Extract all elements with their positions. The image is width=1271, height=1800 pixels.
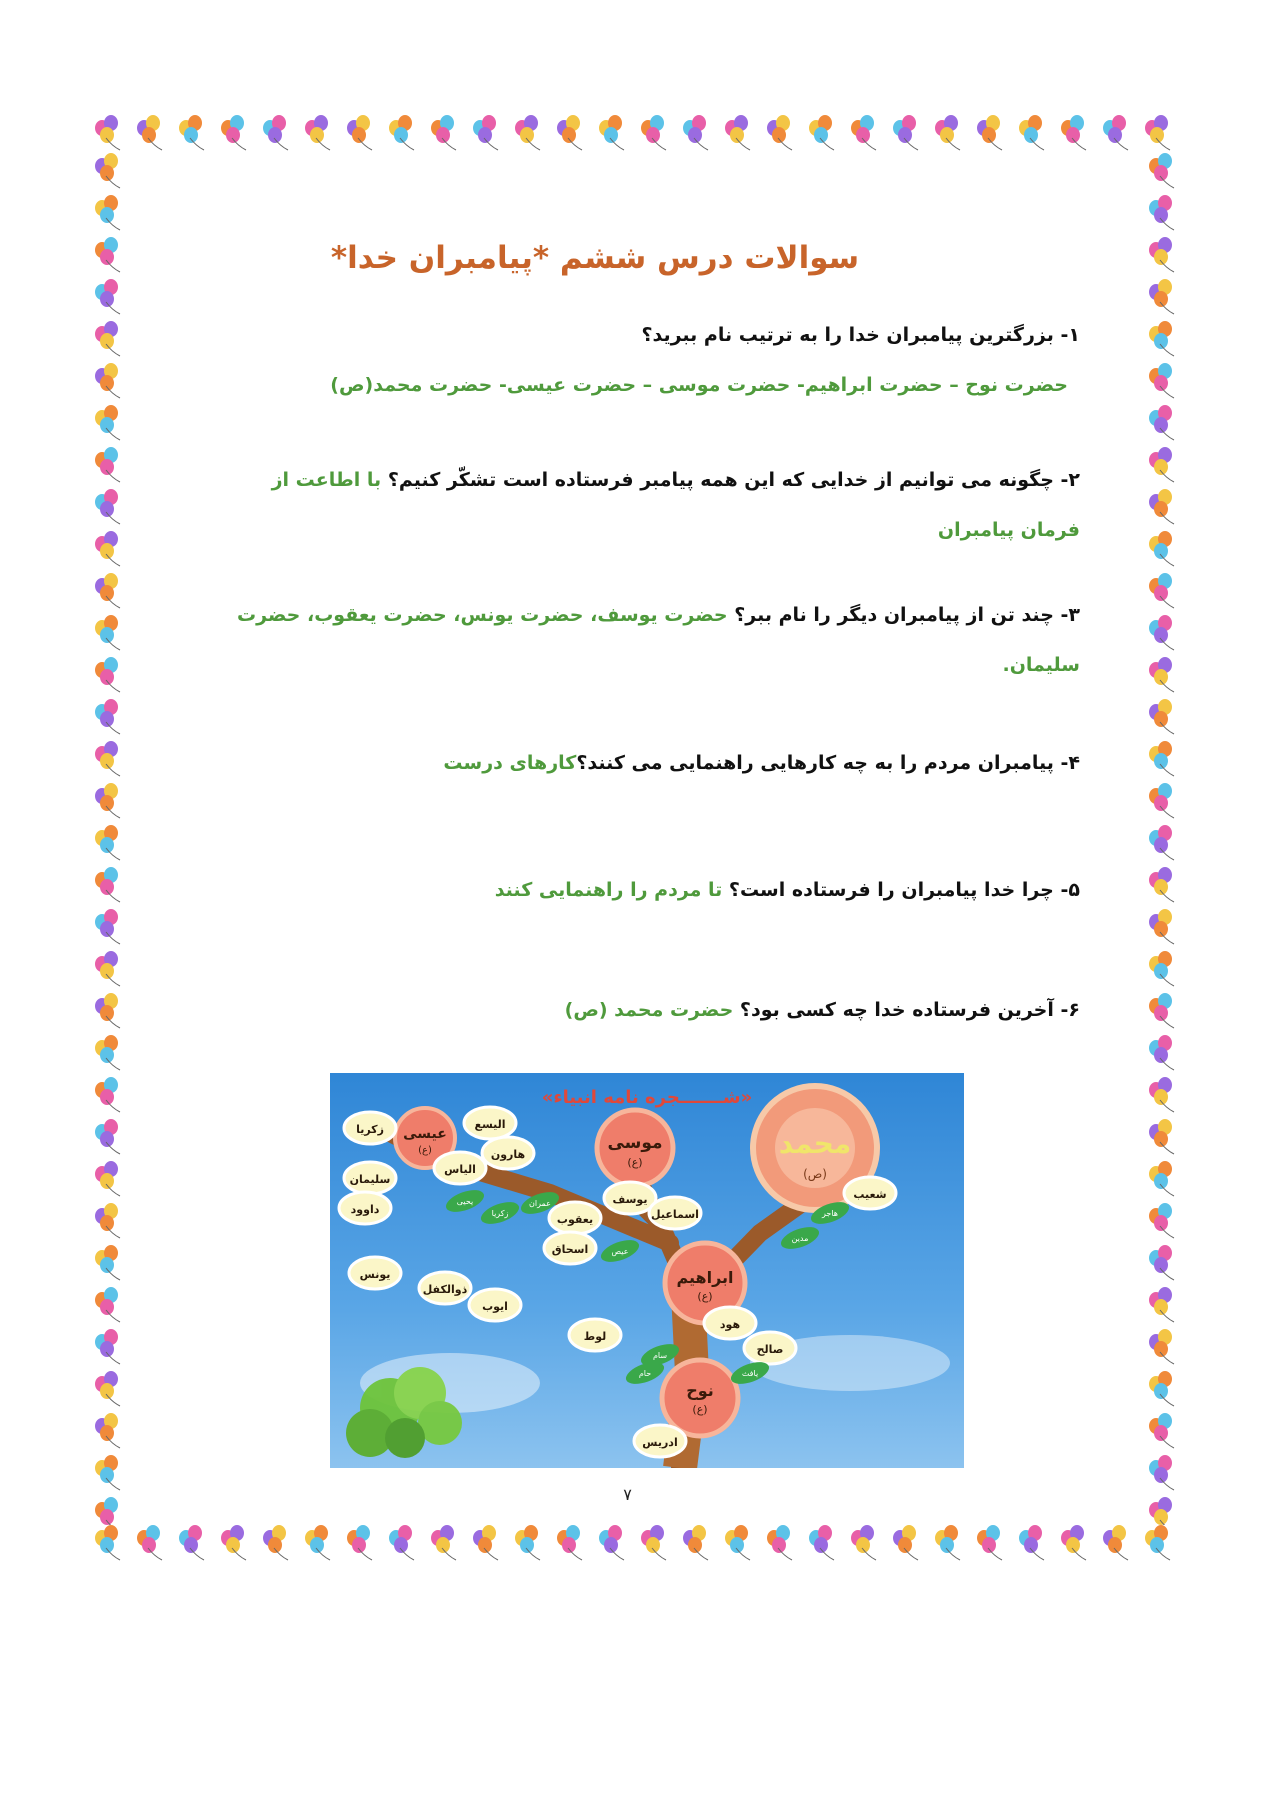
question-3-text: ۳- چند تن از پیامبران دیگر را نام ببر؟ [734,604,1080,626]
worksheet-page [150,160,1120,1515]
small-flower [434,1152,486,1184]
small-flower [469,1289,521,1321]
balloon-icon [1149,405,1174,440]
leaf-label: هاجر [821,1209,839,1218]
balloon-icon [95,1203,120,1238]
small-flower-label: هارون [490,1148,526,1161]
balloon-icon [935,115,960,150]
flower-musa-sub: (ع) [627,1156,643,1169]
flower-nuh-label: نوح [686,1381,714,1400]
leaf-label: عمران [529,1199,551,1208]
question-4-answer: کارهای درست [443,752,577,774]
worksheet-title: سوالات درس ششم *پیامبران خدا* [330,240,860,276]
balloon-icon [977,115,1002,150]
balloon-icon [95,195,120,230]
balloon-icon [935,1525,960,1560]
small-flower [344,1162,396,1194]
small-flower-label: یوسف [612,1193,648,1206]
balloon-icon [557,115,582,150]
balloon-icon [95,1035,120,1070]
balloon-icon [347,1525,372,1560]
balloon-icon [1149,195,1174,230]
balloon-icon [1103,1525,1128,1560]
leaf-label: مدین [791,1234,809,1243]
balloon-icon [95,1329,120,1364]
balloon-icon [683,115,708,150]
balloon-icon [1149,1077,1174,1112]
balloon-icon [1149,1497,1174,1525]
balloon-icon [95,699,120,734]
small-flower-label: هود [719,1318,741,1331]
balloon-icon [1149,1119,1174,1154]
leaf-label: حام [638,1369,652,1378]
question-5-text: ۵- چرا خدا پیامبران را فرستاده است؟ [728,879,1080,901]
balloon-icon [1149,951,1174,986]
balloon-icon [557,1525,582,1560]
small-flower [844,1177,896,1209]
balloon-icon [1149,783,1174,818]
balloon-icon [95,405,120,440]
question-5 [230,865,1080,915]
balloon-icon [515,115,540,150]
question-6-text: ۶- آخرین فرستاده خدا چه کسی بود؟ [739,999,1080,1021]
balloon-icon [305,115,330,150]
small-flower-label: داوود [350,1203,380,1216]
small-flower [649,1197,701,1229]
balloon-border-left [86,150,132,1525]
flower-musa [597,1110,673,1186]
balloon-icon [221,115,246,150]
balloon-icon [1149,699,1174,734]
small-flower [544,1232,596,1264]
prophets-family-tree [330,1073,964,1468]
small-flower-label: زکریا [356,1123,384,1136]
small-flower [744,1332,796,1364]
balloon-icon [431,115,456,150]
balloon-icon [95,489,120,524]
question-4 [230,738,1080,788]
question-6-answer: حضرت محمد (ص) [564,999,734,1021]
small-flower [339,1192,391,1224]
flower-ibrahim-sub: (ع) [697,1290,713,1303]
balloon-icon [1149,1413,1174,1448]
balloon-icon [1149,531,1174,566]
balloon-icon [347,115,372,150]
balloon-icon [1149,657,1174,692]
balloon-icon [683,1525,708,1560]
leaf-label: زکریا [491,1209,509,1218]
flower-mohammad-sub: (ص) [803,1167,827,1181]
balloon-icon [893,115,918,150]
balloon-icon [431,1525,456,1560]
balloon-icon [851,1525,876,1560]
balloon-icon [95,1119,120,1154]
balloon-icon [641,115,666,150]
balloon-icon [809,115,834,150]
question-3-answer: حضرت یوسف، حضرت یونس، حضرت یعقوب، حضرت سلیمان. [237,604,1080,676]
balloon-icon [95,825,120,860]
balloon-icon [1149,993,1174,1028]
balloon-icon [305,1525,330,1560]
balloon-icon [1149,1287,1174,1322]
small-flower [344,1112,396,1144]
balloon-icon [641,1525,666,1560]
balloon-icon [1145,1525,1170,1560]
small-flower-label: ادریس [642,1436,678,1449]
small-flower-label: اسماعیل [651,1208,699,1221]
leaf-label: سام [652,1351,668,1360]
balloon-icon [95,1371,120,1406]
balloon-icon [767,1525,792,1560]
balloon-icon [137,115,162,150]
question-2-answer: با اطاعت از فرمان پیامبران [271,469,1080,541]
balloon-icon [1149,363,1174,398]
balloon-icon [1149,321,1174,356]
balloon-icon [95,115,120,150]
balloon-icon [725,1525,750,1560]
small-flower-label: ذوالکفل [422,1283,468,1296]
small-flower-label: الیسع [474,1118,506,1131]
question-2-text: ۲- چگونه می توانیم از خدایی که این همه پیامبر فرستاده است تشکّر کنیم؟ [387,469,1080,491]
question-4-text: ۴- پیامبران مردم را به چه کارهایی راهنمایی می کنند؟ [576,752,1080,774]
balloon-icon [599,1525,624,1560]
balloon-icon [389,115,414,150]
balloon-icon [1149,447,1174,482]
balloon-icon [1149,279,1174,314]
balloon-border-top [86,110,1186,156]
balloon-icon [95,1497,120,1525]
balloon-icon [95,1525,120,1560]
question-6 [230,985,1080,1035]
small-flower [569,1319,621,1351]
small-flower [704,1307,756,1339]
small-flower-label: الیاس [444,1163,476,1176]
balloon-icon [95,1161,120,1196]
balloon-icon [1149,153,1174,188]
small-flower-label: شعیب [853,1188,887,1201]
small-flower-label: صالح [756,1343,784,1356]
page-number: ۷ [623,1485,632,1504]
flower-nuh [662,1360,738,1436]
balloon-icon [1149,825,1174,860]
balloon-icon [1149,1371,1174,1406]
balloon-icon [1061,1525,1086,1560]
balloon-icon [95,531,120,566]
balloon-icon [1149,237,1174,272]
small-flower [482,1137,534,1169]
balloon-icon [95,237,120,272]
small-flower-label: یعقوب [556,1213,594,1226]
balloon-icon [725,115,750,150]
leaf-label: یافث [741,1369,759,1378]
balloon-icon [95,1455,120,1490]
flower-musa-label: موسی [607,1133,663,1153]
balloon-icon [95,321,120,356]
flower-isa-label: عیسی [403,1126,447,1142]
small-flower-label: سلیمان [349,1173,391,1186]
small-flower [464,1107,516,1139]
balloon-icon [95,867,120,902]
balloon-icon [767,115,792,150]
balloon-icon [473,115,498,150]
balloon-icon [1149,909,1174,944]
balloon-icon [95,153,120,188]
balloon-icon [95,447,120,482]
balloon-icon [599,115,624,150]
leaf-label: عیص [611,1247,629,1256]
flower-isa-sub: (ع) [418,1145,432,1156]
balloon-icon [95,741,120,776]
balloon-icon [95,1245,120,1280]
balloon-icon [263,115,288,150]
question-1 [230,310,1080,410]
balloon-icon [137,1525,162,1560]
balloon-icon [1019,115,1044,150]
balloon-icon [95,909,120,944]
balloon-icon [1149,1455,1174,1490]
flower-nuh-sub: (ع) [692,1403,708,1416]
balloon-icon [1019,1525,1044,1560]
small-flower [349,1257,401,1289]
balloon-icon [95,615,120,650]
balloon-border-right [1140,150,1186,1525]
balloon-icon [851,115,876,150]
balloon-icon [95,279,120,314]
question-5-answer: تا مردم را راهنمایی کنند [494,879,723,901]
balloon-icon [95,363,120,398]
balloon-icon [95,993,120,1028]
tree-title: «شـــــــجره نامه انبیاء» [541,1087,753,1108]
balloon-icon [95,783,120,818]
balloon-icon [95,951,120,986]
balloon-icon [1149,1329,1174,1364]
balloon-icon [977,1525,1002,1560]
small-flower [634,1425,686,1457]
balloon-icon [515,1525,540,1560]
question-1-text: ۱- بزرگترین پیامبران خدا را به ترتیب نام ببرید؟ [641,324,1080,346]
balloon-icon [1149,741,1174,776]
small-flower-label: لوط [583,1330,607,1343]
balloon-icon [95,1077,120,1112]
balloon-icon [263,1525,288,1560]
balloon-icon [95,1287,120,1322]
small-flower-label: ایوب [482,1300,508,1313]
balloon-icon [1149,615,1174,650]
balloon-icon [221,1525,246,1560]
balloon-icon [389,1525,414,1560]
flower-mohammad-label: محمد [778,1127,852,1160]
balloon-icon [1145,115,1170,150]
question-3 [230,590,1080,690]
flower-ibrahim-label: ابراهیم [676,1268,734,1287]
balloon-icon [95,1413,120,1448]
balloon-icon [1149,1203,1174,1238]
balloon-icon [1149,1161,1174,1196]
small-flower [549,1202,601,1234]
balloon-icon [1149,573,1174,608]
balloon-border-bottom [86,1520,1186,1566]
balloon-icon [1149,867,1174,902]
balloon-icon [1149,489,1174,524]
question-1-answer: حضرت نوح – حضرت ابراهیم- حضرت موسی – حضرت عیسی- حضرت محمد(ص) [330,374,1068,396]
balloon-icon [1149,1245,1174,1280]
balloon-icon [809,1525,834,1560]
balloon-icon [95,657,120,692]
balloon-icon [1103,115,1128,150]
balloon-icon [473,1525,498,1560]
balloon-icon [179,115,204,150]
balloon-icon [893,1525,918,1560]
balloon-icon [1149,1035,1174,1070]
small-flower [419,1272,471,1304]
balloon-icon [95,573,120,608]
question-2 [230,455,1080,555]
balloon-icon [179,1525,204,1560]
small-flower-label: یونس [359,1268,391,1281]
leaf-label: یحیی [456,1197,474,1206]
small-flower-label: اسحاق [551,1243,589,1256]
balloon-icon [1061,115,1086,150]
